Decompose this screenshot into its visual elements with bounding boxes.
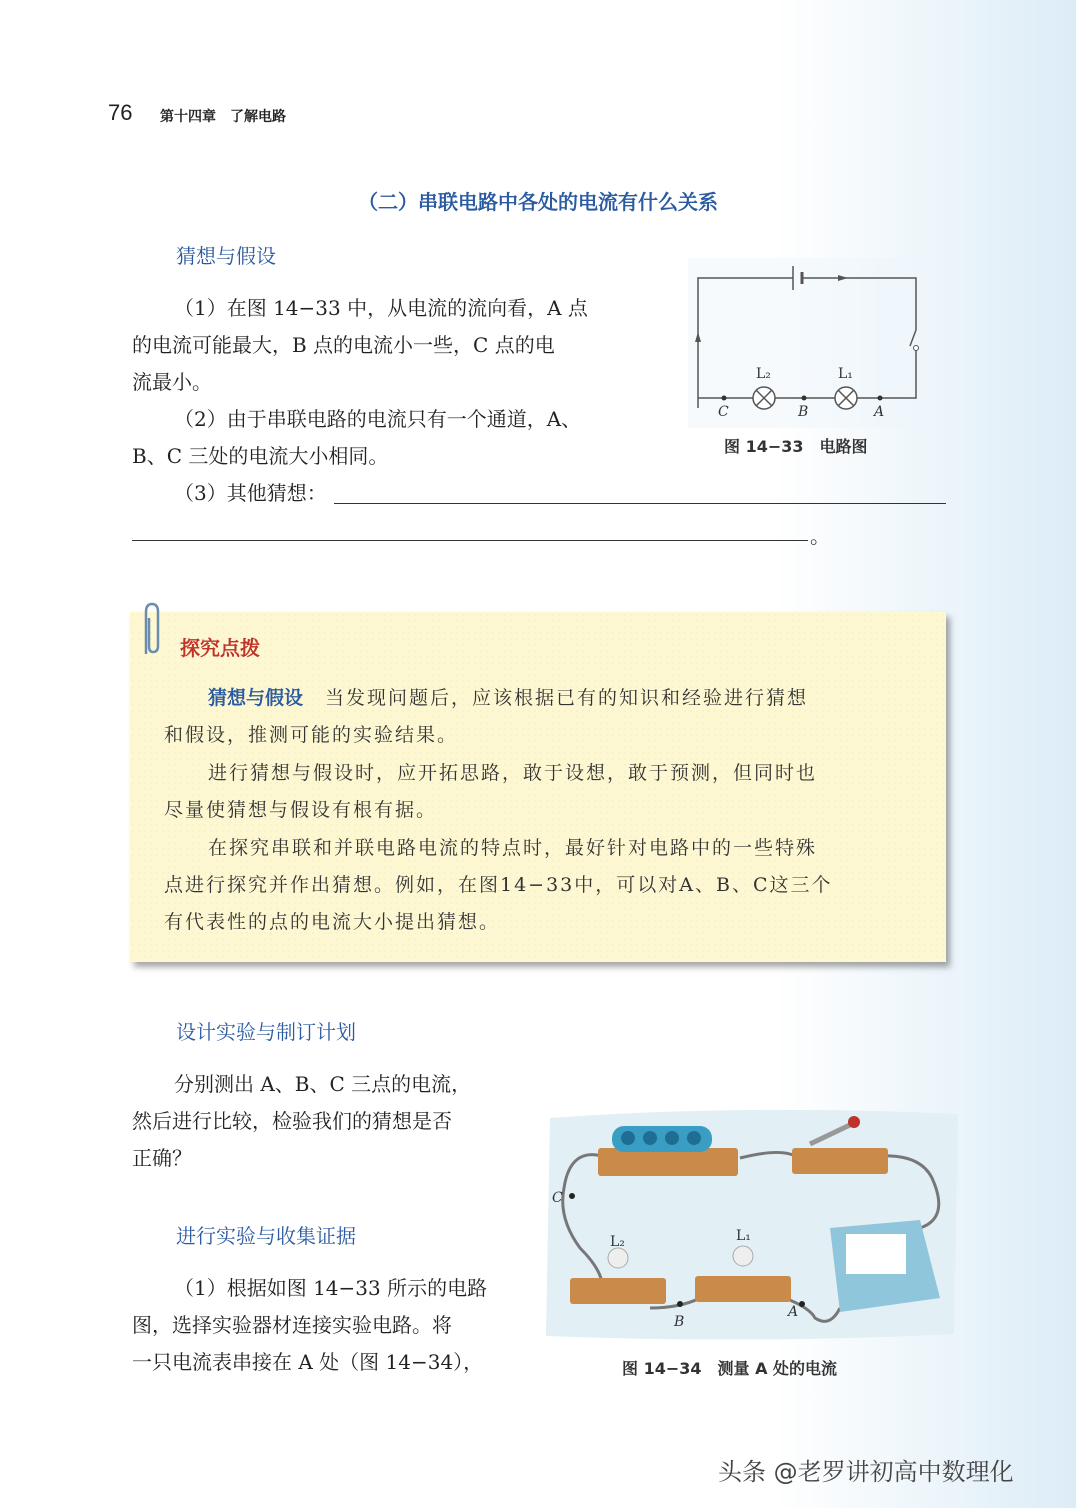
battery-cell-1: [621, 1131, 635, 1145]
hypothesis-p2-line1: （2）由于串联电路的电流只有一个通道，A、: [174, 407, 582, 431]
hypothesis-p1-line2: 的电流可能最大，B 点的电流小一些，C 点的电: [132, 333, 555, 357]
answer-blank-line-1[interactable]: [334, 503, 946, 504]
tip-line-7: 有代表性的点的电流大小提出猜想。: [164, 911, 501, 933]
answer-blank-line-2[interactable]: [132, 540, 808, 541]
photo-label-l1: L₁: [736, 1228, 751, 1244]
point-a: [878, 396, 883, 401]
figure-14-34-caption: 图 14−34 测量 A 处的电流: [622, 1359, 838, 1378]
design-line-3: 正确？: [132, 1146, 192, 1170]
label-c: C: [718, 404, 729, 420]
tip-keyword: 猜想与假设: [208, 687, 304, 709]
tip-line-2: 和假设，推测可能的实验结果。: [164, 724, 459, 746]
tip-line-5: 在探究串联和并联电路电流的特点时，最好针对电路中的一些特殊: [208, 837, 818, 859]
photo-point-b: [677, 1301, 683, 1307]
chapter-title: 第十四章 了解电路: [160, 109, 286, 125]
photo-point-a: [799, 1301, 805, 1307]
photo-label-c: C: [552, 1190, 563, 1206]
label-l1: L₁: [838, 366, 853, 382]
label-l2: L₂: [756, 366, 771, 382]
design-heading: 设计实验与制订计划: [176, 1020, 356, 1044]
section-title: （二）串联电路中各处的电流有什么关系: [358, 190, 718, 214]
battery-cell-4: [687, 1131, 701, 1145]
hypothesis-heading: 猜想与假设: [176, 244, 276, 268]
photo-point-c: [569, 1193, 575, 1199]
battery-base: [598, 1148, 738, 1176]
paperclip-icon: [138, 600, 166, 660]
figure-14-33-caption: 图 14−33 电路图: [724, 437, 868, 456]
hypothesis-p1-line1: （1）在图 14−33 中，从电流的流向看，A 点: [174, 296, 588, 320]
hypothesis-p2-line2: B、C 三处的电流大小相同。: [132, 444, 389, 468]
watermark: 头条 @老罗讲初高中数理化: [718, 1458, 1014, 1486]
point-b: [802, 396, 807, 401]
lamp-l1-bulb-icon: [733, 1246, 753, 1266]
page-number: 76: [108, 100, 133, 125]
photo-label-l2: L₂: [610, 1234, 625, 1250]
lamp-l1-base: [695, 1276, 791, 1302]
lamp-l2-base: [570, 1278, 666, 1304]
circuit-diagram-14-33: [688, 258, 938, 428]
battery-cell-3: [665, 1131, 679, 1145]
experiment-line-1: （1）根据如图 14−33 所示的电路: [174, 1276, 488, 1300]
tip-line-1-rest: 当发现问题后，应该根据已有的知识和经验进行猜想: [325, 687, 809, 709]
diagram-background: [688, 258, 938, 428]
photo-label-a: A: [788, 1304, 799, 1320]
answer-end-period: 。: [810, 524, 830, 548]
photo-label-b: B: [674, 1314, 685, 1330]
tip-line-3: 进行猜想与假设时，应开拓思路，敢于设想，敢于预测，但同时也: [208, 762, 818, 784]
lamp-l2-bulb-icon: [608, 1248, 628, 1268]
design-line-1: 分别测出 A、B、C 三点的电流，: [174, 1072, 472, 1096]
label-a: A: [874, 404, 885, 420]
design-line-2: 然后进行比较，检验我们的猜想是否: [132, 1109, 452, 1133]
experiment-text: [132, 1270, 532, 1381]
tip-title: 探究点拨: [180, 636, 260, 660]
tip-line-4: 尽量使猜想与假设有根有据。: [164, 799, 438, 821]
design-text: [132, 1066, 532, 1177]
experiment-line-2: 图，选择实验器材连接实验电路。将: [132, 1313, 452, 1337]
experiment-photo-14-34: [540, 1108, 960, 1348]
tip-line-1: [164, 680, 916, 717]
experiment-heading: 进行实验与收集证据: [176, 1224, 356, 1248]
switch-base: [792, 1148, 888, 1174]
point-c: [722, 396, 727, 401]
hypothesis-text: [132, 290, 652, 475]
other-hypothesis-label: （3）其他猜想：: [174, 481, 327, 505]
tip-line-6: 点进行探究并作出猜想。例如，在图14−33中，可以对A、B、C这三个: [164, 874, 833, 896]
switch-handle: [848, 1116, 860, 1128]
battery-cell-2: [643, 1131, 657, 1145]
hypothesis-p1-line3: 流最小。: [132, 370, 212, 394]
experiment-line-3: 一只电流表串接在 A 处（图 14−34），: [132, 1350, 484, 1374]
ammeter-dial: [846, 1234, 906, 1274]
switch-contact: [914, 346, 919, 351]
label-b: B: [798, 404, 809, 420]
